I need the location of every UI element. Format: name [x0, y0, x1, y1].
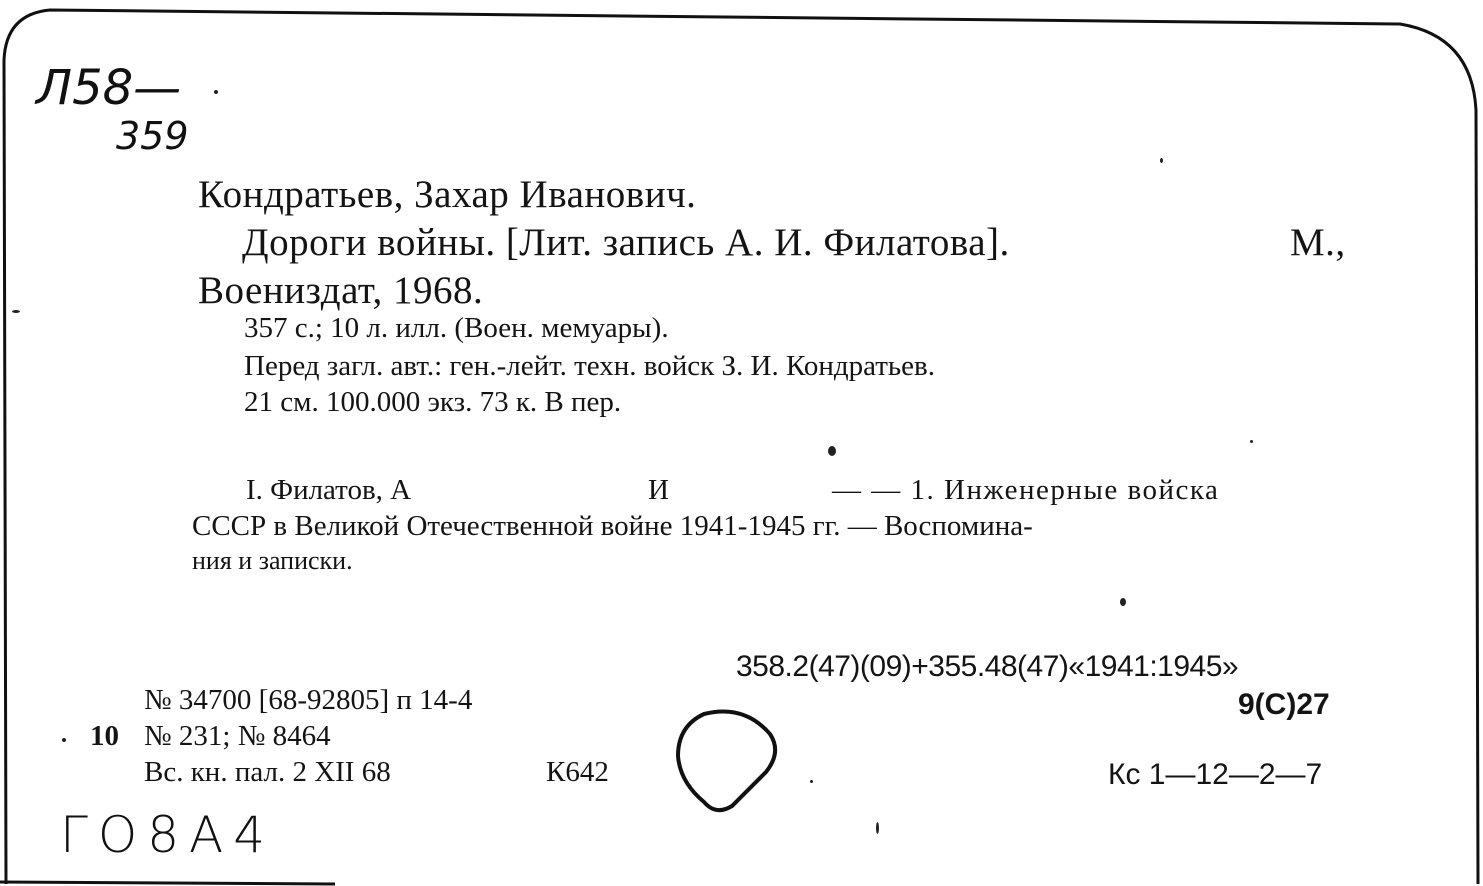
udc-classification: 358.2(47)(09)+355.48(47)«1941:1945» — [736, 650, 1239, 683]
hand-drawn-circle-mark — [674, 706, 784, 818]
scan-speck — [62, 738, 66, 742]
tracing-added-author-initial: И — [648, 474, 669, 506]
accession-number-line: № 34700 [68-92805] п 14-4 — [144, 684, 473, 716]
place-of-publication: М., — [1290, 221, 1346, 264]
tracing-subject: — — 1. Инженерные войска — [832, 474, 1220, 506]
bbk-classification: 9(С)27 — [1238, 688, 1330, 721]
scan-speck — [876, 822, 879, 834]
publisher-line: Воениздат, 1968. — [198, 269, 484, 312]
scan-speck — [1250, 440, 1253, 443]
scan-speck — [828, 446, 836, 456]
kc-code: Кс 1—12—2—7 — [1108, 758, 1323, 791]
k-code: К642 — [546, 756, 609, 788]
scan-speck — [1120, 598, 1126, 606]
tracing-subject-end: ния и записки. — [192, 546, 353, 575]
scan-speck — [214, 90, 218, 94]
left-margin-number: 10 — [90, 720, 119, 752]
handwritten-shelfmark: Л58— — [36, 60, 182, 116]
handwritten-bottom-code: ГО8А4 — [60, 806, 276, 864]
order-number-line: № 231; № 8464 — [144, 720, 331, 752]
tracing-added-author: I. Филатов, А — [246, 474, 412, 506]
format-line: 21 см. 100.000 экз. 73 к. В пер. — [244, 386, 622, 418]
title-line: Дороги войны. [Лит. запись А. И. Филатова]. — [242, 221, 1010, 264]
scan-speck — [1160, 158, 1163, 163]
handwritten-shelfmark-number: 359 — [116, 114, 189, 158]
note-line: Перед загл. авт.: ген.-лейт. техн. войск З. И. Кондратьев. — [244, 350, 935, 382]
scan-speck — [12, 310, 20, 313]
pagination-line: 357 с.; 10 л. илл. (Воен. мемуары). — [244, 312, 669, 344]
tracing-subject-cont: СССР в Великой Отечественной войне 1941-1945 гг. — Воспомина- — [192, 510, 1033, 542]
book-chamber-line: Вс. кн. пал. 2 XII 68 — [144, 756, 391, 788]
scan-speck — [810, 780, 813, 783]
author-heading: Кондратьев, Захар Иванович. — [198, 173, 697, 216]
